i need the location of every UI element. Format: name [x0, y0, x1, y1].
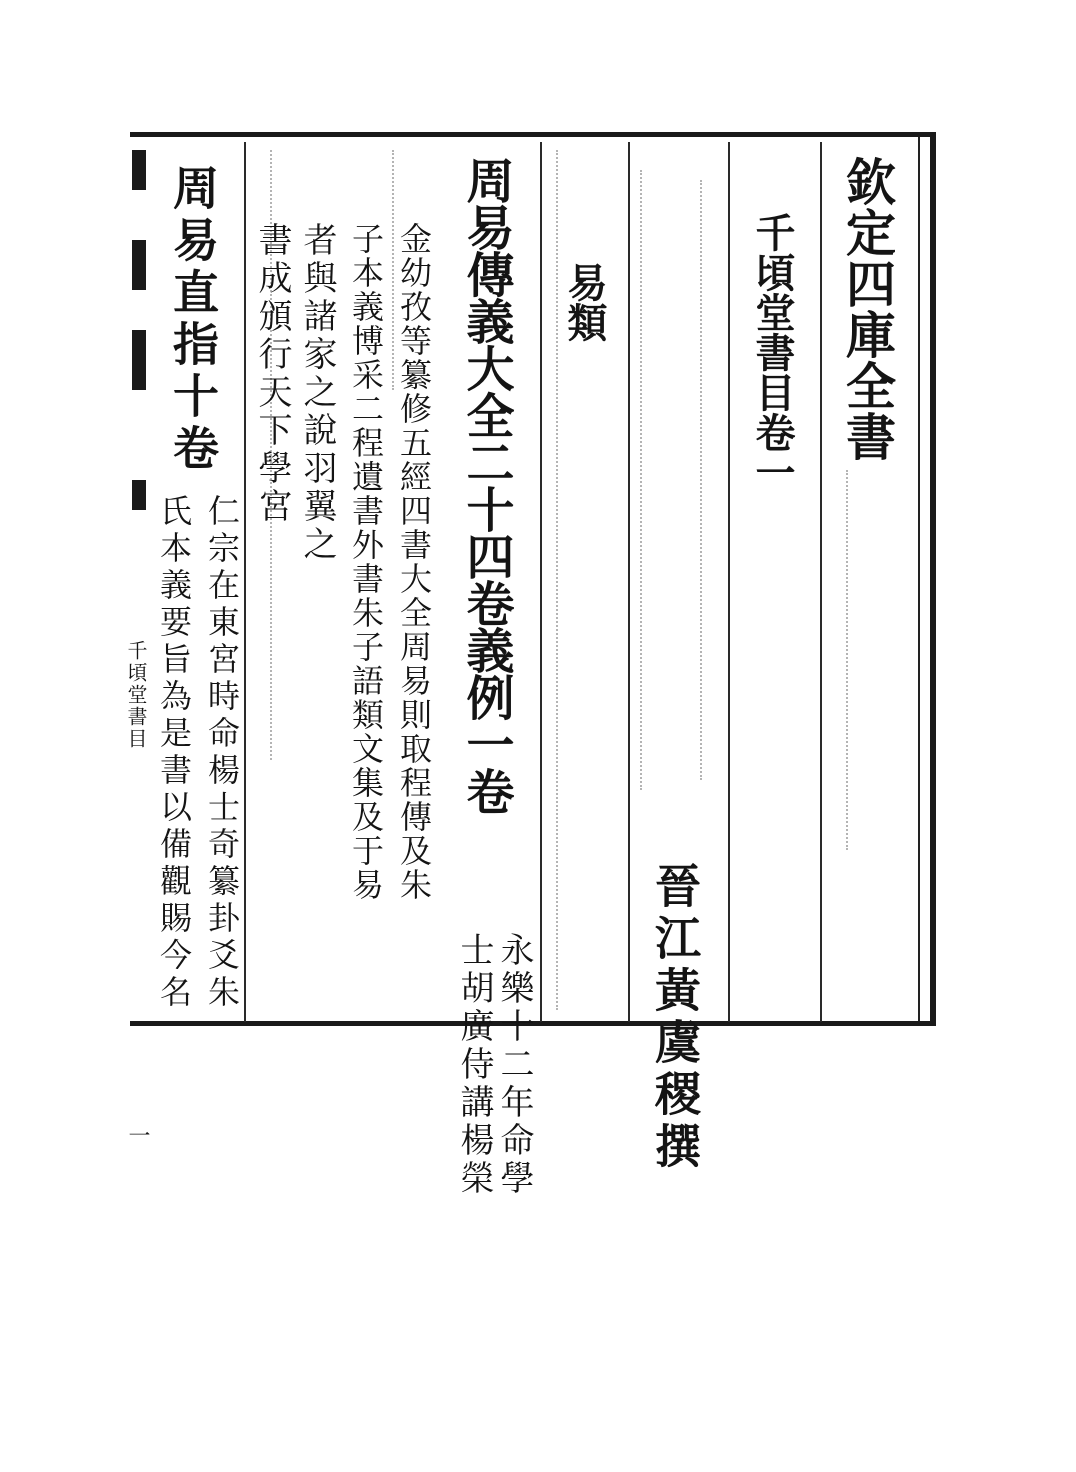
column-divider — [244, 142, 246, 1022]
margin-label: 千頃堂書目 — [124, 640, 148, 750]
frame-inner-border — [918, 137, 920, 1021]
adjacent-page-fragment — [130, 150, 150, 510]
entry-note-line: 金幼孜等纂修五經四書大全周易則取程傳及朱 — [395, 222, 433, 902]
column-divider — [728, 142, 730, 1022]
entry-note-line: 仁宗在東宮時命楊士奇纂卦爻朱 — [203, 494, 241, 1012]
entry-note-line: 氏本義要旨為是書以備觀賜今名 — [155, 494, 193, 1012]
entry-title: 周易傳義大全二十四卷義例一卷 — [458, 156, 514, 814]
catalog-title: 千頃堂書目卷一 — [749, 212, 796, 492]
category-heading: 易類 — [561, 262, 608, 342]
entry-note-line: 士胡廣侍講楊榮 — [454, 932, 494, 1198]
entry-note-line: 子本義博采二程遺書外書朱子語類文集及于易 — [347, 222, 385, 902]
book-title: 欽定四庫全書 — [838, 156, 897, 462]
page-number: 一 — [125, 1124, 150, 1148]
column-divider — [540, 142, 542, 1022]
entry-note-line: 永樂十二年命學 — [494, 932, 534, 1198]
page-frame — [130, 132, 936, 1026]
entry-title: 周易直指十卷 — [166, 164, 220, 476]
author-credit: 晉江黃虞稷撰 — [648, 862, 702, 1174]
column-divider — [820, 142, 822, 1022]
paper-speckle — [640, 170, 642, 790]
column-divider — [628, 142, 630, 1022]
paper-speckle — [556, 150, 558, 1010]
paper-speckle — [846, 470, 848, 850]
entry-note-line: 者與諸家之說羽翼之 — [297, 222, 337, 564]
paper-speckle — [392, 150, 394, 390]
paper-speckle — [700, 180, 702, 780]
entry-note-line: 書成頒行天下學宮 — [252, 222, 292, 526]
